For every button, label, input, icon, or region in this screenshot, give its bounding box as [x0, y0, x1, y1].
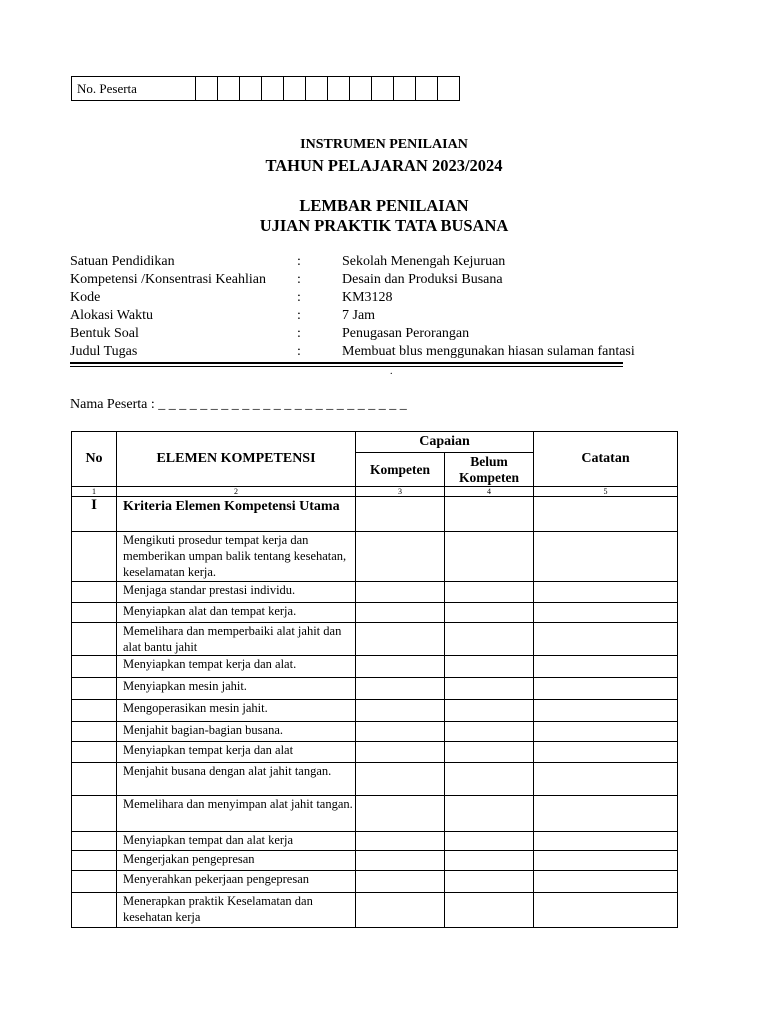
- kompeten-cell[interactable]: [356, 763, 445, 796]
- kompeten-cell[interactable]: [356, 893, 445, 928]
- belum-kompeten-cell[interactable]: [445, 763, 534, 796]
- digit-cell[interactable]: [240, 77, 262, 101]
- info-value: 7 Jam: [342, 308, 376, 323]
- kompeten-cell[interactable]: [356, 532, 445, 582]
- belum-kompeten-cell[interactable]: [445, 532, 534, 582]
- info-colon: :: [297, 254, 301, 269]
- table-row: [72, 763, 678, 796]
- info-colon: :: [297, 290, 301, 305]
- kompeten-cell[interactable]: [356, 832, 445, 851]
- info-value: KM3128: [342, 290, 393, 305]
- kompeten-cell[interactable]: [356, 603, 445, 623]
- table-row: [72, 582, 678, 603]
- doc-heading-2: TAHUN PELAJARAN 2023/2024: [265, 156, 503, 175]
- table-row: [72, 700, 678, 722]
- catatan-cell[interactable]: [534, 851, 678, 871]
- header-elemen: ELEMEN KOMPETENSI: [117, 432, 356, 487]
- column-number: 3: [356, 487, 445, 497]
- kompeten-cell[interactable]: [356, 742, 445, 763]
- info-key: Bentuk Soal: [70, 326, 139, 341]
- belum-kompeten-cell[interactable]: [445, 742, 534, 763]
- belum-kompeten-cell[interactable]: [445, 700, 534, 722]
- section-title: Kriteria Elemen Kompetensi Utama: [117, 497, 356, 532]
- catatan-cell[interactable]: [534, 678, 678, 700]
- kompeten-cell[interactable]: [356, 851, 445, 871]
- belum-kompeten-cell[interactable]: [445, 851, 534, 871]
- table-row: [72, 796, 678, 832]
- digit-cell[interactable]: [438, 77, 460, 101]
- catatan-cell[interactable]: [534, 832, 678, 851]
- header-no: No: [72, 432, 117, 487]
- kompeten-cell[interactable]: [356, 623, 445, 656]
- criteria-text: Menjahit busana dengan alat jahit tangan.: [117, 763, 356, 796]
- criteria-text: Menyiapkan alat dan tempat kerja.: [117, 603, 356, 623]
- digit-cell[interactable]: [350, 77, 372, 101]
- catatan-cell[interactable]: [534, 893, 678, 928]
- belum-kompeten-cell[interactable]: [445, 796, 534, 832]
- info-key: Satuan Pendidikan: [70, 254, 175, 269]
- table-row: [72, 603, 678, 623]
- catatan-cell[interactable]: [534, 497, 678, 532]
- criteria-text: Menyiapkan mesin jahit.: [117, 678, 356, 700]
- kompeten-cell[interactable]: [356, 871, 445, 893]
- assessment-table: [71, 431, 678, 928]
- section-row: [72, 497, 678, 532]
- belum-kompeten-cell[interactable]: [445, 623, 534, 656]
- kompeten-cell[interactable]: [356, 678, 445, 700]
- digit-cell[interactable]: [284, 77, 306, 101]
- belum-kompeten-cell[interactable]: [445, 832, 534, 851]
- criteria-text: Menyerahkan pekerjaan pengepresan: [117, 871, 356, 893]
- table-row: [72, 678, 678, 700]
- digit-cell[interactable]: [306, 77, 328, 101]
- nama-peserta-field[interactable]: Nama Peserta : _ _ _ _ _ _ _ _ _ _ _ _ _ _ _ _ _ _ _ _ _ _ _ _: [70, 397, 407, 412]
- doc-heading-1: INSTRUMEN PENILAIAN: [300, 137, 468, 152]
- column-number: 5: [534, 487, 678, 497]
- divider-thin: [70, 366, 623, 367]
- criteria-text: Memelihara dan memperbaiki alat jahit dan alat bantu jahit: [117, 623, 356, 656]
- info-value: Desain dan Produksi Busana: [342, 272, 503, 287]
- catatan-cell[interactable]: [534, 871, 678, 893]
- info-value: Sekolah Menengah Kejuruan: [342, 254, 506, 269]
- digit-cell[interactable]: [372, 77, 394, 101]
- table-row: [72, 832, 678, 851]
- info-value: Penugasan Perorangan: [342, 326, 470, 341]
- catatan-cell[interactable]: [534, 722, 678, 742]
- table-row: [72, 893, 678, 928]
- belum-kompeten-cell[interactable]: [445, 582, 534, 603]
- digit-cell[interactable]: [218, 77, 240, 101]
- belum-kompeten-cell[interactable]: [445, 603, 534, 623]
- criteria-text: Memelihara dan menyimpan alat jahit tangan.: [117, 796, 356, 832]
- digit-cell[interactable]: [262, 77, 284, 101]
- criteria-text: Mengoperasikan mesin jahit.: [117, 700, 356, 722]
- header-kompeten: Kompeten: [356, 453, 445, 487]
- catatan-cell[interactable]: [534, 700, 678, 722]
- info-key: Alokasi Waktu: [70, 308, 153, 323]
- table-row: [72, 532, 678, 582]
- table-row: [72, 722, 678, 742]
- belum-kompeten-cell[interactable]: [445, 893, 534, 928]
- info-colon: :: [297, 308, 301, 323]
- belum-kompeten-cell[interactable]: [445, 497, 534, 532]
- column-number: 2: [117, 487, 356, 497]
- info-colon: :: [297, 344, 301, 359]
- criteria-text: Menyiapkan tempat kerja dan alat: [117, 742, 356, 763]
- info-key: Judul Tugas: [70, 344, 138, 359]
- kompeten-cell[interactable]: [356, 497, 445, 532]
- divider-thick: [70, 362, 623, 364]
- catatan-cell[interactable]: [534, 532, 678, 582]
- info-value: Membuat blus menggunakan hiasan sulaman fantasi: [342, 344, 635, 359]
- kompeten-cell[interactable]: [356, 700, 445, 722]
- no-peserta-label: No. Peserta: [72, 77, 196, 101]
- table-row: [72, 656, 678, 678]
- catatan-cell[interactable]: [534, 763, 678, 796]
- no-peserta-box: [71, 76, 460, 101]
- criteria-text: Mengerjakan pengepresan: [117, 851, 356, 871]
- dot-mark: .: [390, 366, 393, 377]
- info-colon: :: [297, 272, 301, 287]
- catatan-cell[interactable]: [534, 582, 678, 603]
- catatan-cell[interactable]: [534, 742, 678, 763]
- info-colon: :: [297, 326, 301, 341]
- belum-kompeten-cell[interactable]: [445, 656, 534, 678]
- belum-kompeten-cell[interactable]: [445, 871, 534, 893]
- kompeten-cell[interactable]: [356, 796, 445, 832]
- criteria-text: Menjahit bagian-bagian busana.: [117, 722, 356, 742]
- section-number: I: [72, 497, 117, 532]
- catatan-cell[interactable]: [534, 623, 678, 656]
- digit-cell[interactable]: [394, 77, 416, 101]
- digit-cell[interactable]: [416, 77, 438, 101]
- kompeten-cell[interactable]: [356, 582, 445, 603]
- criteria-text: Menjaga standar prestasi individu.: [117, 582, 356, 603]
- catatan-cell[interactable]: [534, 656, 678, 678]
- criteria-text: Mengikuti prosedur tempat kerja dan memberikan umpan balik tentang kesehatan, keselamatan kerja.: [117, 532, 356, 582]
- catatan-cell[interactable]: [534, 796, 678, 832]
- doc-heading-4: UJIAN PRAKTIK TATA BUSANA: [259, 216, 509, 235]
- digit-cell[interactable]: [196, 77, 218, 101]
- table-row: [72, 851, 678, 871]
- criteria-text: Menerapkan praktik Keselamatan dan kesehatan kerja: [117, 893, 356, 928]
- header-belum-kompeten: Belum Kompeten: [445, 453, 534, 487]
- table-row: [72, 742, 678, 763]
- header-catatan: Catatan: [534, 432, 678, 487]
- table-row: [72, 623, 678, 656]
- info-key: Kode: [70, 290, 101, 305]
- table-row: [72, 871, 678, 893]
- column-number: 4: [445, 487, 534, 497]
- belum-kompeten-cell[interactable]: [445, 678, 534, 700]
- criteria-text: Menyiapkan tempat dan alat kerja: [117, 832, 356, 851]
- criteria-text: Menyiapkan tempat kerja dan alat.: [117, 656, 356, 678]
- doc-heading-3: LEMBAR PENILAIAN: [299, 196, 469, 215]
- column-number: 1: [72, 487, 117, 497]
- info-key: Kompetensi /Konsentrasi Keahlian: [70, 272, 266, 287]
- belum-kompeten-cell[interactable]: [445, 722, 534, 742]
- kompeten-cell[interactable]: [356, 722, 445, 742]
- digit-cell[interactable]: [328, 77, 350, 101]
- kompeten-cell[interactable]: [356, 656, 445, 678]
- header-capaian: Capaian: [356, 432, 534, 453]
- catatan-cell[interactable]: [534, 603, 678, 623]
